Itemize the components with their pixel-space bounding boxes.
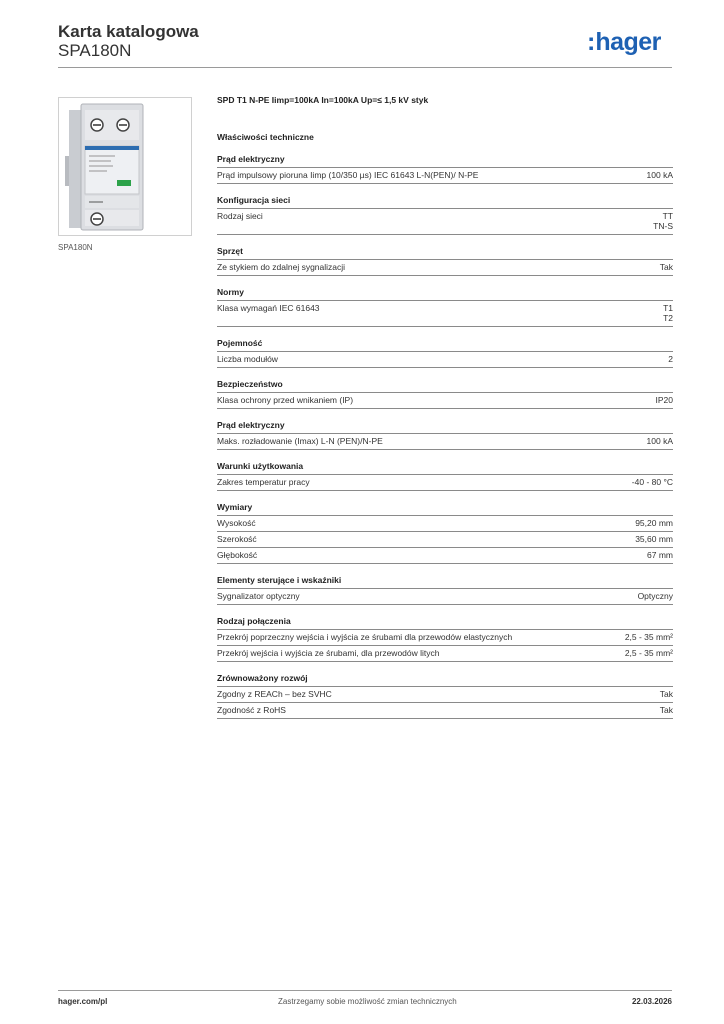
spec-value: 2,5 - 35 mm²: [624, 632, 673, 642]
spec-label: Ze stykiem do zdalnej sygnalizacji: [217, 262, 346, 272]
spec-section: [217, 502, 673, 564]
product-code: SPA180N: [58, 41, 132, 60]
spec-section: [217, 338, 673, 368]
spec-label: Przekrój wejścia i wyjścia ze śrubami, dla przewodów litych: [217, 648, 440, 658]
footer-divider: [58, 990, 672, 991]
spec-row: [217, 516, 673, 532]
spec-section: [217, 420, 673, 450]
spec-section: [217, 246, 673, 276]
product-description: SPD T1 N-PE Iimp=100kA In=100kA Up=≤ 1,5 kV styk: [217, 95, 429, 105]
header-divider: [58, 67, 672, 68]
spec-value: Tak: [659, 705, 673, 715]
spec-value: 67 mm: [647, 550, 673, 560]
spec-value: T1 T2: [663, 303, 673, 323]
spec-row: [217, 475, 673, 491]
spec-sections: [217, 154, 673, 719]
spec-row: [217, 646, 673, 662]
section-title: Zrównoważony rozwój: [217, 673, 673, 687]
spec-label: Wysokość: [217, 518, 256, 528]
section-title: Rodzaj połączenia: [217, 616, 673, 630]
spec-value: -40 - 80 °C: [631, 477, 673, 487]
product-image: [58, 97, 192, 236]
spec-section: [217, 673, 673, 719]
section-title: Konfiguracja sieci: [217, 195, 673, 209]
spec-section: [217, 575, 673, 605]
footer-website-link[interactable]: hager.com/pl: [58, 997, 108, 1006]
technical-properties-heading: Właściwości techniczne: [217, 132, 314, 142]
section-title: Sprzęt: [217, 246, 673, 260]
section-title: Prąd elektryczny: [217, 420, 673, 434]
spec-label: Klasa wymagań IEC 61643: [217, 303, 320, 313]
section-title: Warunki użytkowania: [217, 461, 673, 475]
spec-label: Zakres temperatur pracy: [217, 477, 310, 487]
spec-value: Tak: [659, 689, 673, 699]
spec-row: [217, 703, 673, 719]
spec-value: 95,20 mm: [635, 518, 673, 528]
section-title: Normy: [217, 287, 673, 301]
product-image-caption: SPA180N: [58, 243, 93, 252]
spec-value: TT TN-S: [653, 211, 673, 231]
spec-row: [217, 209, 673, 235]
section-title: Pojemność: [217, 338, 673, 352]
section-title: Prąd elektryczny: [217, 154, 673, 168]
spec-label: Głębokość: [217, 550, 258, 560]
spec-label: Szerokość: [217, 534, 257, 544]
spec-label: Zgodność z RoHS: [217, 705, 286, 715]
spec-label: Maks. rozładowanie (Imax) L-N (PEN)/N-PE: [217, 436, 383, 446]
spec-content: [217, 95, 673, 730]
spec-row: [217, 260, 673, 276]
spec-row: [217, 548, 673, 564]
spec-row: [217, 687, 673, 703]
spec-section: [217, 379, 673, 409]
spec-row: [217, 168, 673, 184]
spec-label: Rodzaj sieci: [217, 211, 263, 221]
page-title: Karta katalogowa: [58, 22, 199, 41]
spec-label: Klasa ochrony przed wnikaniem (IP): [217, 395, 354, 405]
spec-row: [217, 532, 673, 548]
spec-row: [217, 589, 673, 605]
spec-row: [217, 301, 673, 327]
spec-value: 2,5 - 35 mm²: [624, 648, 673, 658]
spec-section: [217, 461, 673, 491]
spec-label: Przekrój poprzeczny wejścia i wyjścia ze śrubami dla przewodów elastycznych: [217, 632, 513, 642]
spec-section: [217, 616, 673, 662]
logo-text: hager: [595, 28, 661, 56]
spec-value: Tak: [659, 262, 673, 272]
spec-row: [217, 352, 673, 368]
spec-label: Prąd impulsowy pioruna Iimp (10/350 µs) IEC 61643 L-N(PEN)/ N-PE: [217, 170, 479, 180]
spec-value: 100 kA: [646, 170, 673, 180]
spec-section: [217, 154, 673, 184]
spec-value: 35,60 mm: [635, 534, 673, 544]
footer-disclaimer: Zastrzegamy sobie możliwość zmian technicznych: [278, 997, 457, 1006]
page-header: [58, 22, 199, 61]
spec-section: [217, 195, 673, 235]
hager-logo: :hager: [587, 28, 661, 56]
spec-value: Optyczny: [637, 591, 673, 601]
spec-label: Liczba modułów: [217, 354, 278, 364]
spec-section: [217, 287, 673, 327]
spec-row: [217, 434, 673, 450]
spec-row: [217, 393, 673, 409]
spec-label: Sygnalizator optyczny: [217, 591, 300, 601]
spec-value: IP20: [655, 395, 673, 405]
footer-date: 22.03.2026: [631, 997, 672, 1006]
section-title: Bezpieczeństwo: [217, 379, 673, 393]
section-title: Elementy sterujące i wskaźniki: [217, 575, 673, 589]
spec-value: 100 kA: [646, 436, 673, 446]
spec-label: Zgodny z REACh – bez SVHC: [217, 689, 332, 699]
section-title: Wymiary: [217, 502, 673, 516]
spec-row: [217, 630, 673, 646]
spec-value: 2: [668, 354, 673, 364]
